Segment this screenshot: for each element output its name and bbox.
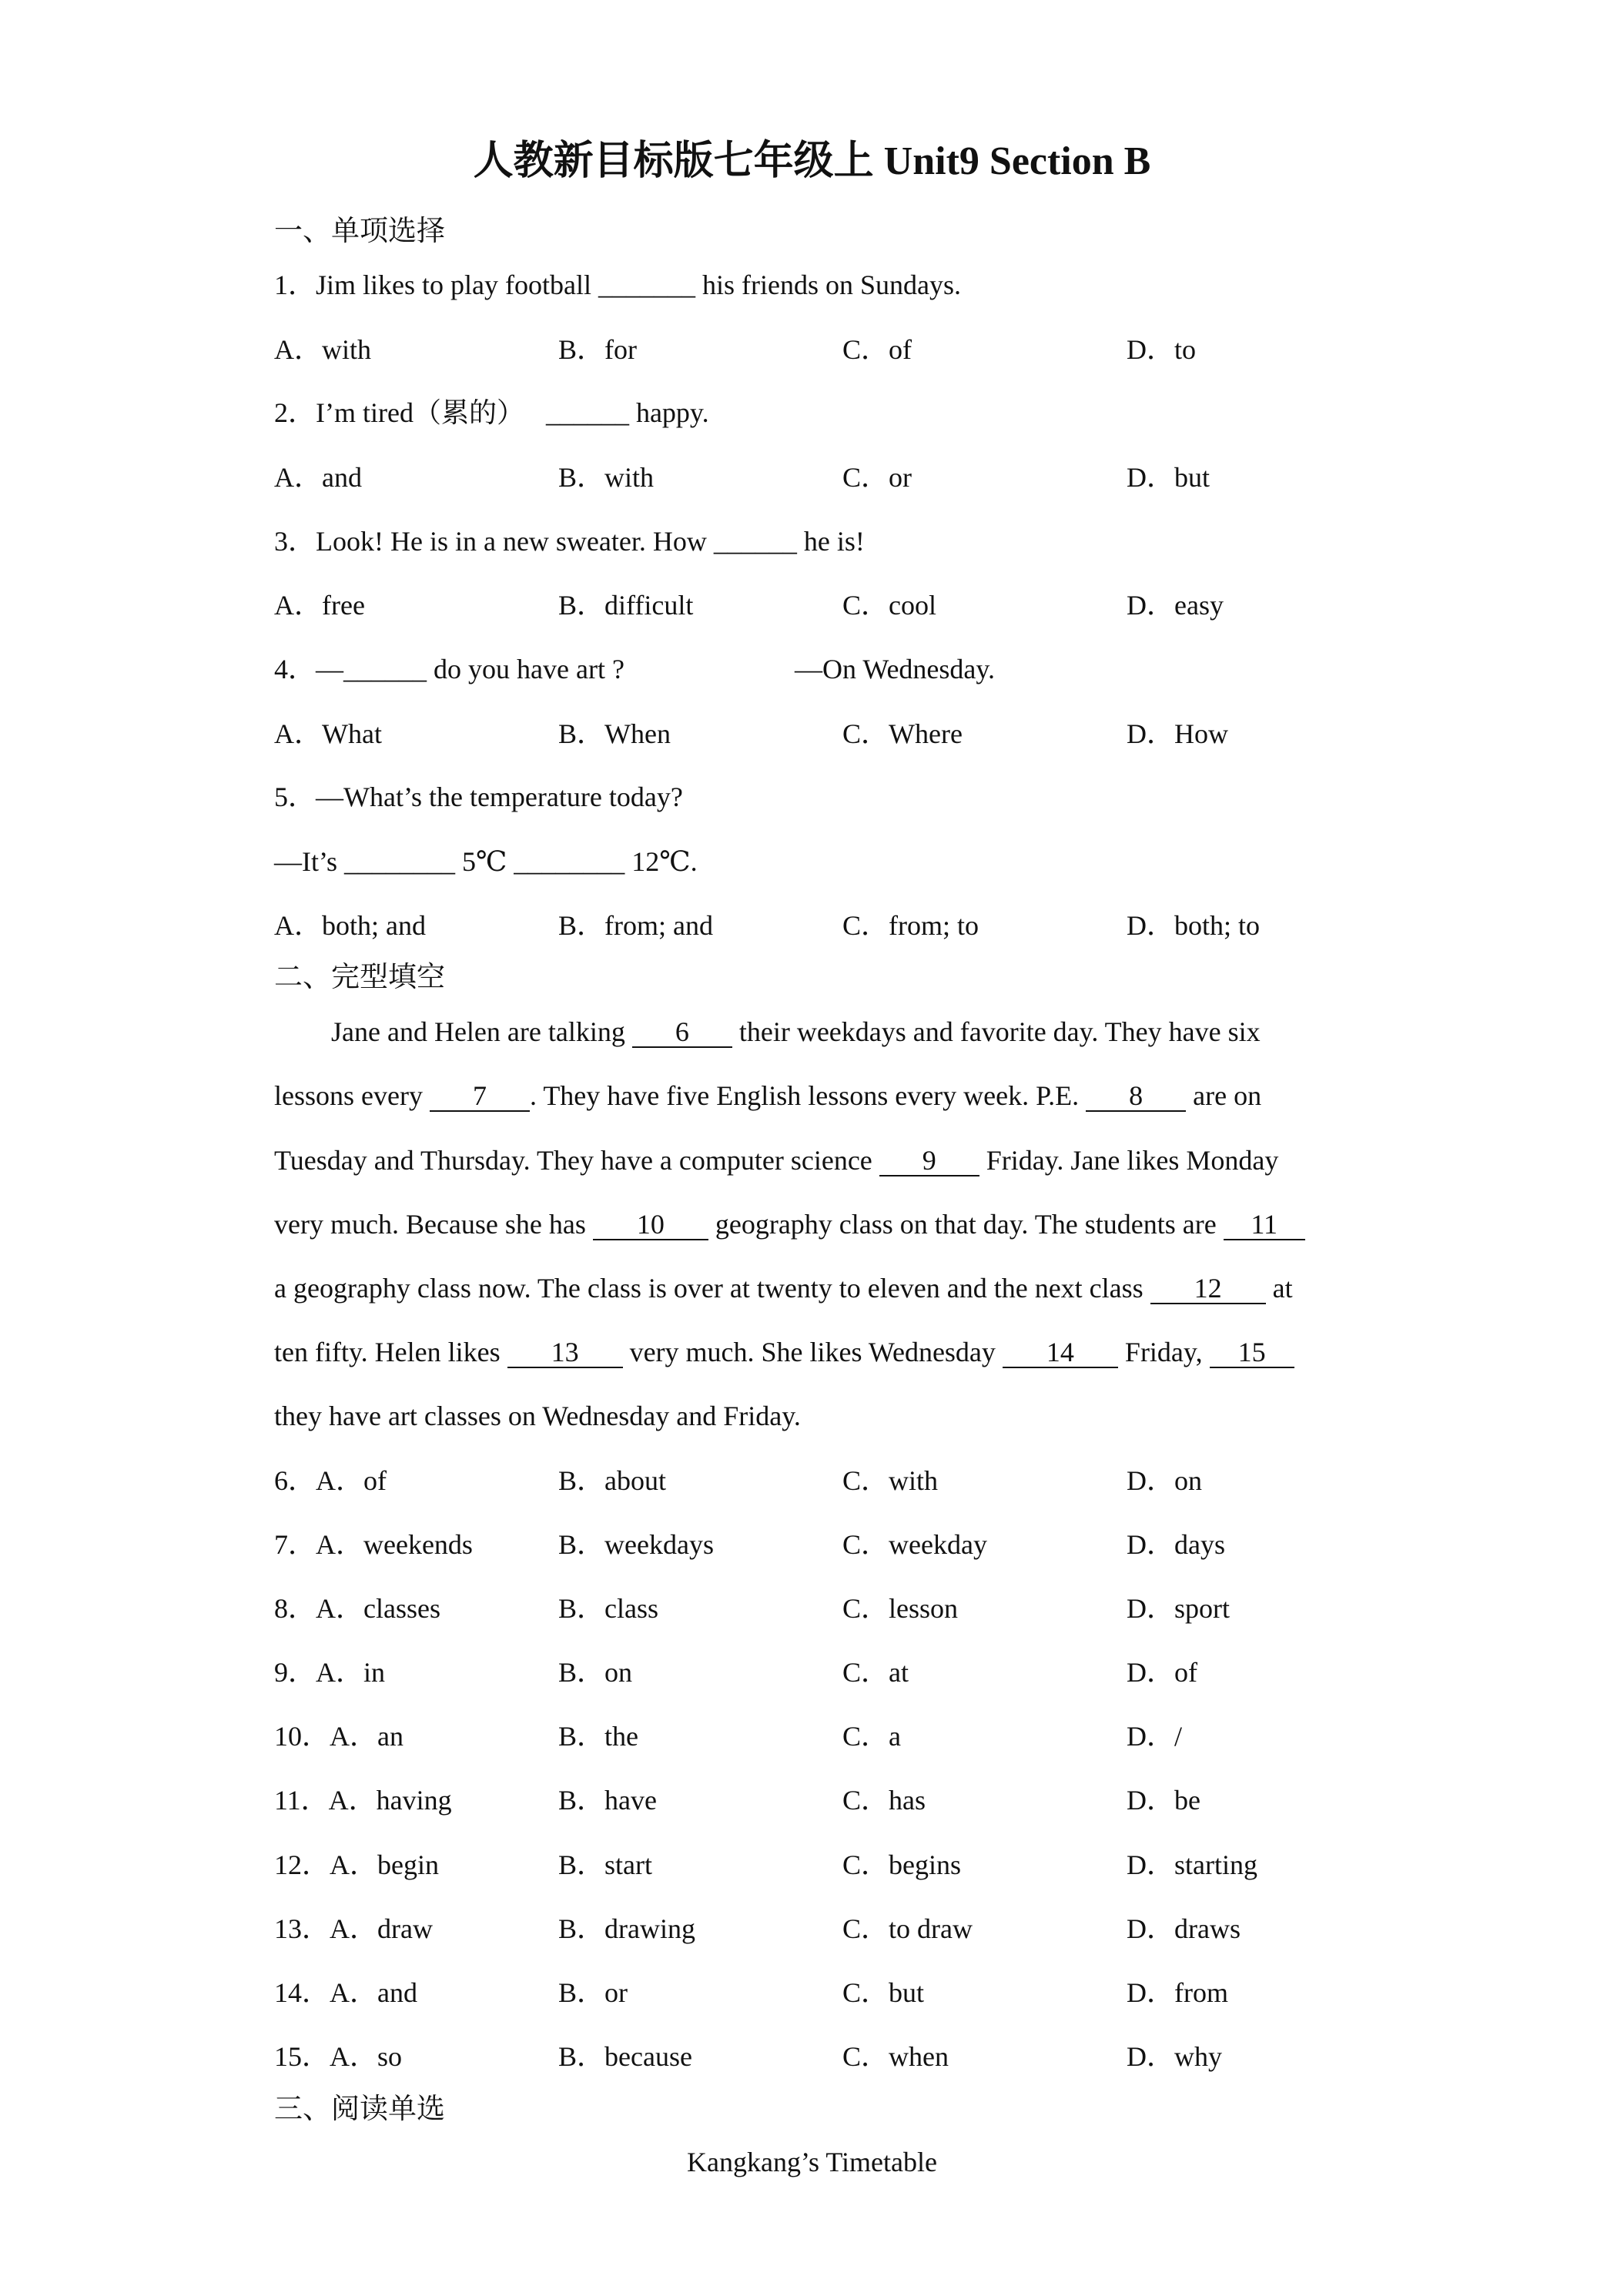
cloze-q14-option-c: C．but (842, 1977, 925, 2008)
cloze-q15-option-a: 15．A．so (274, 2041, 403, 2072)
cloze-line-3: Tuesday and Thursday. They have a computer science 9 Friday. Jane likes Monday (274, 1145, 1279, 1176)
cloze-q10-option-d: D．/ (1127, 1721, 1183, 1752)
cloze-q6-option-c: C．with (842, 1465, 939, 1496)
cloze-q11-option-a: 11．A．having (274, 1785, 452, 1816)
cloze-blank-9: 9 (879, 1146, 979, 1176)
cloze-q9-option-a: 9．A．in (274, 1657, 386, 1688)
cloze-q12-option-c: C．begins (842, 1849, 962, 1880)
q3-option-a: A．free (274, 590, 365, 621)
cloze-q7-option-a: 7．A．weekends (274, 1529, 473, 1560)
cloze-q7-option-d: D．days (1127, 1529, 1225, 1560)
section-heading-reading: 三、阅读单选 (274, 2092, 445, 2125)
cloze-blank-12: 12 (1150, 1274, 1266, 1304)
cloze-q15-option-d: D．why (1127, 2041, 1222, 2072)
q2-option-c: C．or (842, 462, 912, 493)
cloze-line-7: they have art classes on Wednesday and Friday. (274, 1401, 801, 1431)
q4-option-a: A．What (274, 718, 382, 749)
q1-option-c: C．of (842, 334, 912, 365)
question-4-reply: —On Wednesday. (795, 654, 996, 684)
cloze-q14-option-d: D．from (1127, 1977, 1228, 2008)
cloze-q15-option-b: B．because (558, 2041, 692, 2072)
q2-option-b: B．with (558, 462, 655, 493)
q3-option-b: B．difficult (558, 590, 694, 621)
section-heading-single-choice: 一、单项选择 (274, 214, 445, 247)
cloze-blank-14: 14 (1003, 1337, 1118, 1368)
cloze-q11-option-c: C．has (842, 1785, 926, 1816)
question-3: 3．Look! He is in a new sweater. How ______ he is! (274, 526, 865, 557)
question-5-reply: —It’s ________ 5℃ ________ 12℃. (274, 846, 698, 877)
cloze-q12-option-d: D．starting (1127, 1849, 1257, 1880)
cloze-blank-10: 10 (593, 1210, 708, 1240)
cloze-q13-option-d: D．draws (1127, 1913, 1241, 1944)
question-5: 5．—What’s the temperature today? (274, 782, 683, 812)
cloze-q9-option-c: C．at (842, 1657, 909, 1688)
cloze-q9-option-d: D．of (1127, 1657, 1197, 1688)
cloze-blank-15: 15 (1210, 1337, 1294, 1368)
q5-option-d: D．both; to (1127, 910, 1261, 941)
cloze-q13-option-c: C．to draw (842, 1913, 973, 1944)
q2-option-d: D．but (1127, 462, 1210, 493)
cloze-q6-option-d: D．on (1127, 1465, 1202, 1496)
cloze-q8-option-a: 8．A．classes (274, 1593, 440, 1624)
cloze-line-2: lessons every 7 . They have five English lessons every week. P.E. 8 are on (274, 1080, 1262, 1111)
cloze-q8-option-c: C．lesson (842, 1593, 959, 1624)
q5-option-b: B．from; and (558, 910, 713, 941)
cloze-q14-option-b: B．or (558, 1977, 628, 2008)
cloze-line-4: very much. Because she has 10 geography class on that day. The students are 11 (274, 1207, 1305, 1242)
cloze-q8-option-d: D．sport (1127, 1593, 1230, 1624)
reading-caption: Kangkang’s Timetable (687, 2147, 937, 2177)
cloze-q6-option-b: B．about (558, 1465, 666, 1496)
q4-option-b: B．When (558, 718, 671, 749)
cloze-q10-option-a: 10．A．an (274, 1721, 403, 1752)
cloze-q14-option-a: 14．A．and (274, 1977, 417, 2008)
q1-option-a: A．with (274, 334, 372, 365)
cloze-q12-option-a: 12．A．begin (274, 1849, 439, 1880)
cloze-q12-option-b: B．start (558, 1849, 652, 1880)
cloze-q15-option-c: C．when (842, 2041, 949, 2072)
q3-option-d: D．easy (1127, 590, 1224, 621)
q2-option-a: A．and (274, 462, 362, 493)
cloze-q13-option-b: B．drawing (558, 1913, 695, 1944)
cloze-line-5: a geography class now. The class is over at twenty to eleven and the next class 12 at (274, 1273, 1293, 1304)
cloze-blank-7: 7 (430, 1081, 530, 1112)
cloze-q9-option-b: B．on (558, 1657, 633, 1688)
cloze-q8-option-b: B．class (558, 1593, 658, 1624)
cloze-q6-option-a: 6．A．of (274, 1465, 387, 1496)
page-title: 人教新目标版七年级上 Unit9 Section B (473, 139, 1151, 183)
question-1: 1．Jim likes to play football _______ his friends on Sundays. (274, 269, 961, 300)
cloze-q13-option-a: 13．A．draw (274, 1913, 433, 1944)
section-heading-cloze: 二、完型填空 (274, 960, 445, 993)
cloze-q10-option-c: C．a (842, 1721, 901, 1752)
q3-option-c: C．cool (842, 590, 936, 621)
q5-option-c: C．from; to (842, 910, 979, 941)
cloze-line-6: ten fifty. Helen likes 13 very much. She likes Wednesday 14 Friday, 15 (274, 1334, 1294, 1370)
cloze-blank-13: 13 (507, 1337, 623, 1368)
cloze-blank-6: 6 (632, 1017, 732, 1048)
cloze-q7-option-b: B．weekdays (558, 1529, 714, 1560)
cloze-line-1: Jane and Helen are talking 6 their weekdays and favorite day. They have six (331, 1016, 1261, 1047)
cloze-q11-option-b: B．have (558, 1785, 657, 1816)
question-2: 2．I’m tired（累的） ______ happy. (274, 397, 709, 428)
cloze-q7-option-c: C．weekday (842, 1529, 987, 1560)
cloze-q10-option-b: B．the (558, 1721, 638, 1752)
q5-option-a: A．both; and (274, 910, 426, 941)
q4-option-c: C．Where (842, 718, 963, 749)
cloze-blank-11: 11 (1224, 1210, 1305, 1240)
q1-option-d: D．to (1127, 334, 1197, 365)
q4-option-d: D．How (1127, 718, 1228, 749)
cloze-blank-8: 8 (1086, 1081, 1186, 1112)
q1-option-b: B．for (558, 334, 637, 365)
cloze-q11-option-d: D．be (1127, 1785, 1200, 1816)
question-4: 4．—______ do you have art ? (274, 654, 624, 684)
